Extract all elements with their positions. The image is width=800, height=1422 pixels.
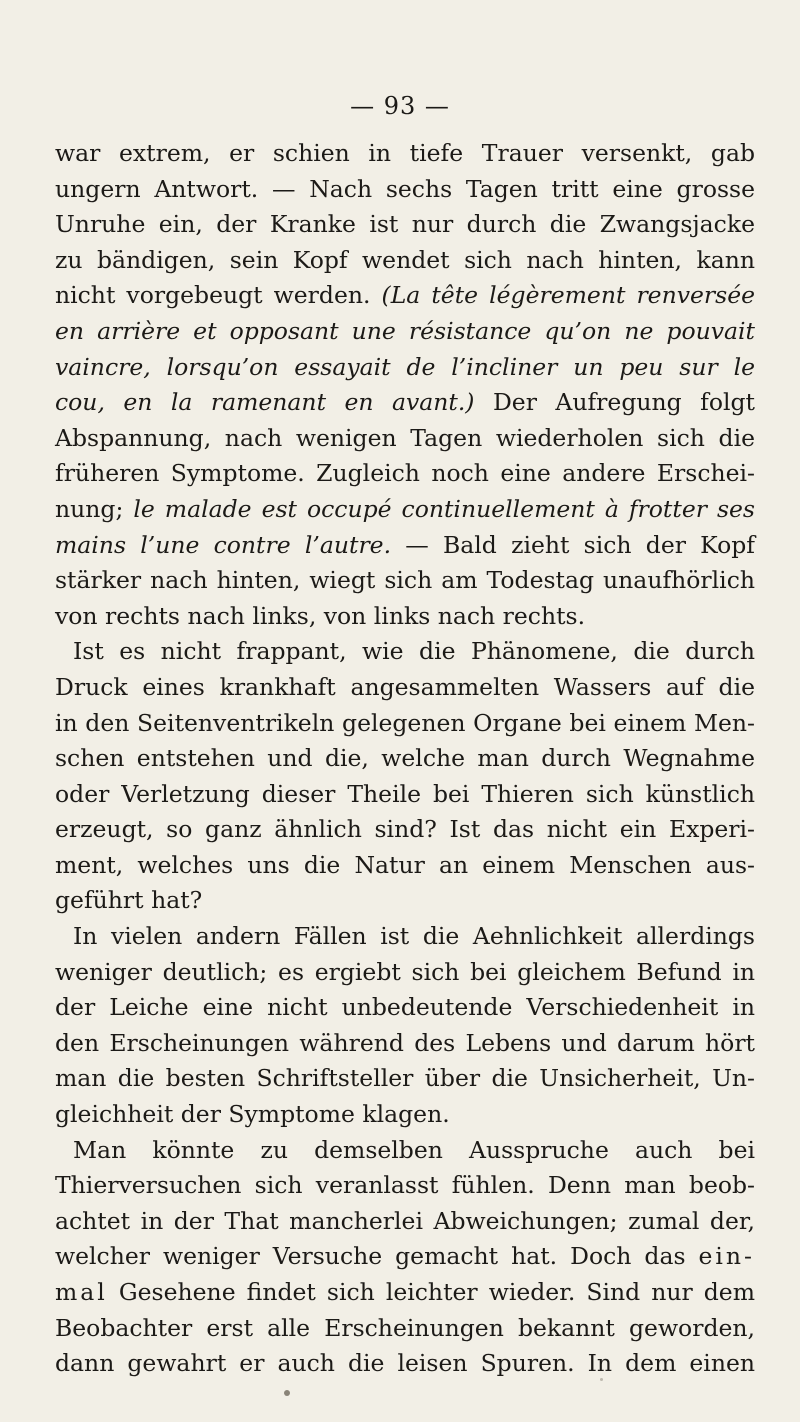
text-line: dann gewahrt er auch die leisen Spuren. In dem einen: [55, 1349, 755, 1378]
text-line: [55, 385, 755, 421]
french-quote: mains l’une contre l’autre.: [55, 530, 392, 559]
french-quote: (La tête légèrement renversée: [381, 281, 756, 310]
text-line: den Erscheinungen während des Lebens und darum hört: [55, 1028, 755, 1057]
roman-text: Gesehene findet sich leichter wieder. Sind nur dem: [107, 1278, 755, 1306]
text-line: achtet in der That mancherlei Abweichungen; zumal der,: [55, 1206, 755, 1235]
text-line: stärker nach hinten, wiegt sich am Todestag unaufhörlich: [55, 566, 755, 595]
text-line: Beobachter erst alle Erscheinungen bekannt geworden,: [55, 1313, 755, 1342]
text-line: [55, 1239, 755, 1275]
french-quote: en arrière et opposant une résistance qu’on ne pouvait: [55, 316, 755, 345]
paper-speck: [284, 1390, 290, 1396]
text-line: in den Seitenventrikeln gelegenen Organe bei einem Men-: [55, 708, 755, 737]
text-line: weniger deutlich; es ergiebt sich bei gleichem Befund in: [55, 957, 755, 986]
spaced-emphasis: ein-: [698, 1242, 755, 1271]
text-line: von rechts nach links, von links nach rechts.: [55, 601, 586, 630]
text-line: Druck eines krankhaft angesammelten Wassers auf die: [55, 672, 755, 701]
roman-text: nicht vorgebeugt werden.: [55, 281, 382, 310]
text-line: man die besten Schriftsteller über die Unsicherheit, Un-: [55, 1064, 755, 1093]
text-line: zu bändigen, sein Kopf wendet sich nach hinten, kann: [55, 245, 755, 274]
text-line: gleichheit der Symptome klagen.: [55, 1100, 450, 1129]
text-line: [55, 350, 755, 386]
text-line: der Leiche eine nicht unbedeutende Verschiedenheit in: [55, 993, 755, 1022]
page-number: — 93 —: [350, 92, 450, 120]
text-line: Man könnte zu demselben Ausspruche auch bei: [73, 1135, 755, 1164]
roman-text: nung;: [55, 494, 134, 523]
text-line: ungern Antwort. — Nach sechs Tagen tritt eine grosse: [55, 174, 755, 203]
text-line: [55, 1275, 755, 1311]
text-line: erzeugt, so ganz ähnlich sind? Ist das nicht ein Experi-: [55, 815, 755, 844]
paper-speck: [600, 1378, 603, 1381]
text-line: [55, 492, 755, 528]
roman-text: welcher weniger Versuche gemacht hat. Doch das: [55, 1242, 699, 1271]
spaced-emphasis: mal: [55, 1278, 108, 1306]
text-line: ment, welches uns die Natur an einem Menschen aus-: [55, 850, 755, 879]
text-line: war extrem, er schien in tiefe Trauer versenkt, gab: [55, 139, 755, 167]
text-line: Thierversuchen sich veranlasst fühlen. Denn man beob-: [55, 1171, 755, 1200]
roman-text: Der Aufregung folgt: [474, 388, 755, 417]
text-line: oder Verletzung dieser Theile bei Thieren sich künstlich: [55, 779, 755, 808]
text-line: [55, 278, 755, 314]
text-line: Abspannung, nach wenigen Tagen wiederholen sich die: [55, 423, 755, 452]
french-quote: cou, en la ramenant en avant.): [55, 388, 475, 417]
french-quote: le malade est occupé continuellement à frotter ses: [133, 494, 755, 523]
text-line: [55, 314, 755, 350]
text-line: [55, 528, 755, 564]
text-line: Ist es nicht frappant, wie die Phänomene, die durch: [73, 637, 755, 666]
text-line: schen entstehen und die, welche man durch Wegnahme: [55, 744, 755, 773]
body-text: [55, 136, 755, 1382]
text-line: In vielen andern Fällen ist die Aehnlichkeit allerdings: [73, 922, 755, 951]
text-line: Unruhe ein, der Kranke ist nur durch die Zwangsjacke: [55, 210, 755, 239]
french-quote: vaincre, lorsqu’on essayait de l’incliner un peu sur le: [55, 352, 755, 381]
text-line: früheren Symptome. Zugleich noch eine andere Erschei-: [55, 459, 755, 488]
text-line: geführt hat?: [55, 886, 203, 915]
roman-text: — Bald zieht sich der Kopf: [391, 530, 755, 559]
